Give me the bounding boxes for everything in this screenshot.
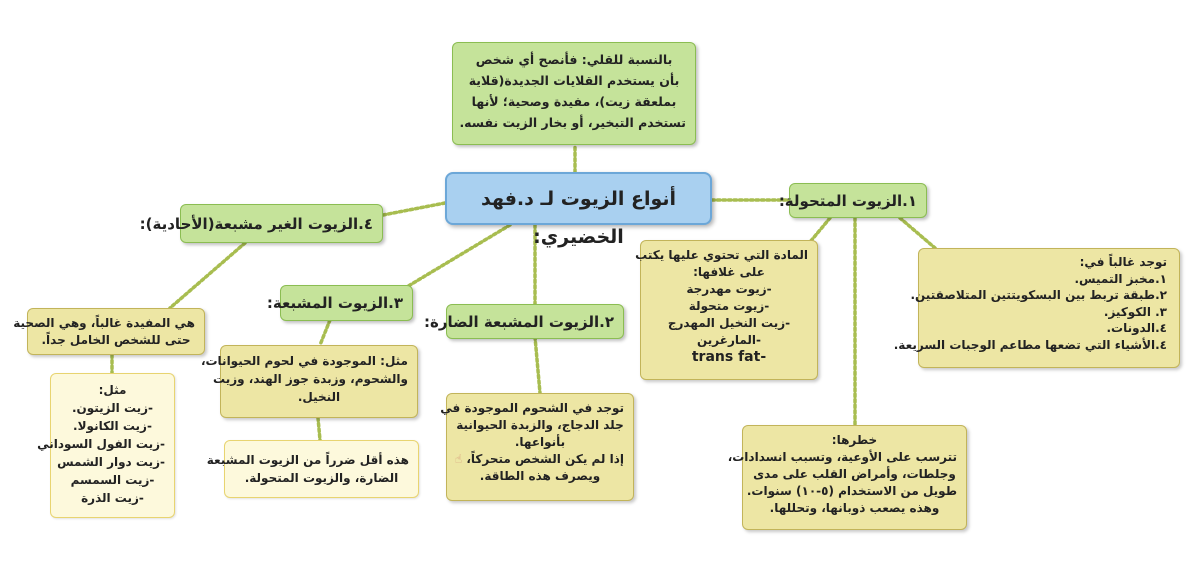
- saturated-note-line: الضارة، والزيوت المتحولة.: [244, 471, 399, 485]
- top-note-line: بالنسبة للقلي: فأنصح أي شخص: [475, 52, 673, 67]
- link-unsat-detail: [170, 243, 245, 308]
- trans-label-line: -زيوت متحولة: [688, 299, 770, 313]
- unsaturated-detail-line: هي المفيدة غالباً، وهي الصحية: [13, 316, 195, 330]
- link-unsaturated: [383, 203, 445, 215]
- trans-found-line: ١.مخبز التميس.: [1074, 271, 1167, 286]
- trans-found-in: [893, 248, 1180, 368]
- trans-dangers: [727, 425, 967, 530]
- unsaturated-example-line: -زيت دوار الشمس: [57, 455, 165, 469]
- harmful-detail-line: ويصرف هذه الطاقة.: [479, 469, 601, 483]
- unsaturated-examples: [37, 373, 175, 518]
- branch-unsaturated-fats: [139, 204, 383, 243]
- saturated-example-line: مثل: الموجودة في لحوم الحيوانات،: [200, 354, 408, 368]
- trans-found-line: ٣. الكوكيز.: [1103, 304, 1167, 319]
- link-harm-detail: [535, 337, 540, 393]
- unsaturated-detail: [13, 308, 205, 355]
- pointing-up-icon: ☝: [454, 452, 463, 466]
- trans-danger-line: وجلطات، وأمراض القلب على مدى: [753, 467, 956, 481]
- branch-unsaturated-title: ٤.الزيوت الغير مشبعة(الأحادية):: [139, 215, 373, 233]
- trans-label-line: -زيت النخيل المهدرج: [667, 316, 791, 330]
- branch-saturated-fats: [266, 285, 413, 321]
- unsaturated-example-line: -زيت الكانولا.: [73, 419, 152, 433]
- unsaturated-example-line: -زيت الفول السوداني: [37, 437, 165, 451]
- trans-label-line: -trans fat: [691, 349, 767, 365]
- harmful-detail-line: جلد الدجاج، والزبدة الحيوانية: [456, 418, 624, 432]
- harmful-detail-line: [456, 451, 624, 468]
- branch-harmful-title: ٢.الزيوت المشبعة الضارة:: [424, 313, 614, 331]
- harmful-detail-line: بأنواعها.: [514, 435, 566, 449]
- top-note-line: بملعقة زيت)، مفيدة وصحية؛ لأنها: [471, 94, 677, 109]
- unsaturated-example-line: مثل:: [98, 383, 127, 397]
- saturated-example-line: النخيل.: [297, 390, 341, 404]
- unsaturated-detail-line: حتى للشخص الخامل جداً.: [41, 333, 191, 347]
- saturated-note: [206, 440, 419, 498]
- unsaturated-example-line: -زيت الزيتون.: [71, 401, 154, 415]
- saturated-note-line: هذه أقل ضرراً من الزيوت المشبعة: [206, 453, 409, 467]
- harmful-detail-line: توجد في الشحوم الموجودة في: [440, 401, 624, 415]
- saturated-example-line: والشحوم، وزبدة جوز الهند، وزيت: [213, 372, 408, 386]
- link-saturated: [405, 225, 510, 288]
- trans-danger-line: طويل من الاستخدام (٥-١٠) سنوات.: [746, 484, 957, 498]
- central-topic-title: أنواع الزيوت لـ د.فهد الخضيري:: [480, 188, 677, 248]
- trans-found-line: ٢.طبقة تربط بين البسكويتتين المتلاصقتين.: [910, 288, 1167, 302]
- top-note-fryers: [452, 42, 696, 145]
- trans-label-line: -المارغرين: [696, 333, 762, 347]
- trans-label-terms: [635, 240, 818, 380]
- unsaturated-example-line: -زيت الذرة: [81, 491, 144, 505]
- top-note-line: تستخدم التبخير، أو بخار الزيت نفسه.: [459, 115, 686, 130]
- trans-danger-line: خطرها:: [831, 433, 878, 447]
- branch-trans-title: ١.الزيوت المتحولة:: [778, 192, 917, 210]
- trans-found-line: توجد غالباً في:: [1079, 255, 1167, 269]
- central-topic: [445, 172, 712, 248]
- trans-danger-line: وهذه يصعب ذوبانها، وتحللها.: [769, 501, 940, 515]
- top-note-line: بأن يستخدم القلايات الجديدة(قلاية: [468, 73, 680, 88]
- harmful-detail-line-text: إذا لم يكن الشخص متحركاً،: [466, 452, 624, 466]
- branch-harmful-saturated-fats: [424, 304, 624, 339]
- unsaturated-example-line: -زيت السمسم: [70, 473, 155, 487]
- trans-label-line: -زيوت مهدرجة: [686, 282, 772, 296]
- trans-danger-line: تترسب على الأوعية، وتسبب انسدادات،: [727, 450, 957, 464]
- branch-saturated-title: ٣.الزيوت المشبعة:: [266, 294, 403, 312]
- trans-found-line: ٤.الأشياء التي تضعها مطاعم الوجبات السريعة.: [893, 337, 1167, 352]
- trans-label-line: على غلافها:: [693, 265, 765, 279]
- link-sat-example: [320, 320, 330, 345]
- link-trans-found: [900, 218, 935, 248]
- link-sat-note: [318, 418, 320, 440]
- saturated-example: [200, 345, 418, 418]
- trans-found-line: ٤.الدونات.: [1106, 321, 1167, 335]
- branch-trans-fats: [778, 183, 927, 218]
- trans-label-line: المادة التي تحتوي عليها يكتب: [635, 248, 808, 262]
- harmful-saturated-detail: [440, 393, 634, 501]
